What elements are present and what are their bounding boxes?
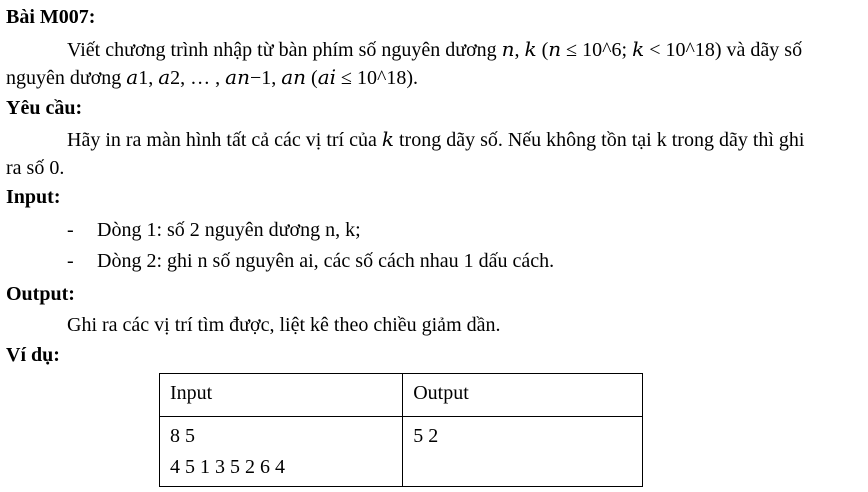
- bullet-marker: -: [67, 219, 74, 241]
- example-input-header: Input: [160, 374, 403, 417]
- example-input-line-2: 4 5 1 3 5 2 6 4: [170, 456, 285, 478]
- example-input-cell: [160, 417, 403, 487]
- example-input-line-1: 8 5: [170, 425, 195, 447]
- description-line-1: Viết chương trình nhập từ bàn phím số nguyên dương 𝑛, 𝑘 (𝑛 ≤ 10^6; 𝑘 < 10^18) và dãy số: [67, 39, 803, 61]
- example-output-line-1: 5 2: [413, 425, 439, 447]
- output-description: Ghi ra các vị trí tìm được, liệt kê theo chiều giảm dần.: [67, 314, 501, 336]
- input-bullet-text-1: Dòng 1: số 2 nguyên dương n, k;: [97, 219, 361, 241]
- requirement-heading: Yêu cầu:: [6, 97, 83, 119]
- problem-title: Bài M007:: [6, 6, 96, 28]
- example-output-cell: [403, 417, 643, 487]
- requirement-line-2: ra số 0.: [6, 157, 65, 179]
- example-output-header: Output: [403, 374, 643, 417]
- example-table-header-row: [160, 374, 643, 417]
- input-bullet-text-2: Dòng 2: ghi n số nguyên ai, các số cách nhau 1 dấu cách.: [97, 250, 555, 272]
- requirement-line-1: Hãy in ra màn hình tất cả các vị trí của 𝑘 trong dãy số. Nếu không tồn tại k trong dãy thì ghi: [67, 129, 805, 151]
- input-heading: Input:: [6, 186, 61, 208]
- example-table: [159, 373, 643, 487]
- output-heading: Output:: [6, 283, 75, 305]
- example-table-row: [160, 417, 643, 487]
- bullet-marker: -: [67, 250, 74, 272]
- description-line-2: nguyên dương 𝑎1, 𝑎2, … , 𝑎𝑛−1, 𝑎𝑛 (𝑎𝑖 ≤ 10^18).: [6, 67, 419, 89]
- example-heading: Ví dụ:: [6, 344, 60, 366]
